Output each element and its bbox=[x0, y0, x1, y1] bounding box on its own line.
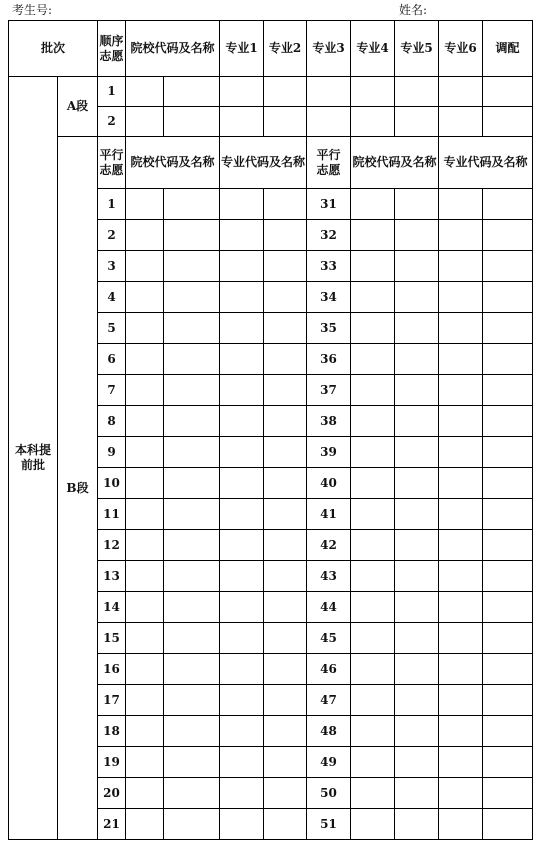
a-cell[interactable] bbox=[351, 107, 395, 137]
b-row-number-right: 48 bbox=[307, 716, 351, 747]
b-cell[interactable] bbox=[126, 406, 164, 437]
b-row-number-right: 36 bbox=[307, 344, 351, 375]
b-row-number: 5 bbox=[98, 313, 126, 344]
b-cell[interactable] bbox=[220, 654, 264, 685]
b-cell[interactable] bbox=[483, 189, 533, 220]
b-cell[interactable] bbox=[264, 530, 307, 561]
header-major2: 专业2 bbox=[264, 21, 307, 77]
b-cell[interactable] bbox=[351, 499, 395, 530]
b-cell[interactable] bbox=[264, 344, 307, 375]
b-row-number-right: 31 bbox=[307, 189, 351, 220]
b-cell[interactable] bbox=[220, 530, 264, 561]
b-cell[interactable] bbox=[264, 251, 307, 282]
b-cell[interactable] bbox=[439, 251, 483, 282]
b-cell[interactable] bbox=[439, 809, 483, 840]
b-cell[interactable] bbox=[164, 406, 220, 437]
b-cell[interactable] bbox=[351, 592, 395, 623]
a-cell[interactable] bbox=[307, 77, 351, 107]
b-cell[interactable] bbox=[395, 406, 439, 437]
b-row-number: 21 bbox=[98, 809, 126, 840]
b-cell[interactable] bbox=[126, 437, 164, 468]
b-cell[interactable] bbox=[126, 809, 164, 840]
b-cell[interactable] bbox=[164, 592, 220, 623]
header-adjust: 调配 bbox=[483, 21, 533, 77]
b-cell[interactable] bbox=[395, 592, 439, 623]
b-cell[interactable] bbox=[395, 313, 439, 344]
b-cell[interactable] bbox=[164, 220, 220, 251]
b-cell[interactable] bbox=[164, 282, 220, 313]
b-cell[interactable] bbox=[220, 623, 264, 654]
b-row-number: 16 bbox=[98, 654, 126, 685]
b-cell[interactable] bbox=[126, 375, 164, 406]
b-cell[interactable] bbox=[351, 685, 395, 716]
b-row-number-right: 39 bbox=[307, 437, 351, 468]
b-cell[interactable] bbox=[126, 685, 164, 716]
b-cell[interactable] bbox=[264, 685, 307, 716]
b-cell[interactable] bbox=[220, 344, 264, 375]
b-cell[interactable] bbox=[395, 809, 439, 840]
b-cell[interactable] bbox=[351, 530, 395, 561]
b-cell[interactable] bbox=[264, 282, 307, 313]
b-cell[interactable] bbox=[220, 747, 264, 778]
header-b-school: 院校代码及名称 bbox=[126, 137, 220, 189]
b-cell[interactable] bbox=[220, 561, 264, 592]
a-cell[interactable] bbox=[126, 107, 164, 137]
b-cell[interactable] bbox=[164, 313, 220, 344]
b-row-number: 6 bbox=[98, 344, 126, 375]
b-cell[interactable] bbox=[126, 282, 164, 313]
b-row-number-right: 34 bbox=[307, 282, 351, 313]
b-cell[interactable] bbox=[395, 623, 439, 654]
b-row-number-right: 41 bbox=[307, 499, 351, 530]
application-form-table bbox=[8, 20, 533, 840]
b-cell[interactable] bbox=[439, 530, 483, 561]
b-cell[interactable] bbox=[126, 499, 164, 530]
b-cell[interactable] bbox=[126, 654, 164, 685]
b-row-number: 14 bbox=[98, 592, 126, 623]
batch-name-cell: 本科提前批 bbox=[9, 77, 58, 840]
b-row-number: 10 bbox=[98, 468, 126, 499]
b-cell[interactable] bbox=[395, 282, 439, 313]
a-cell[interactable] bbox=[264, 107, 307, 137]
b-cell[interactable] bbox=[220, 189, 264, 220]
b-cell[interactable] bbox=[220, 406, 264, 437]
b-cell[interactable] bbox=[439, 468, 483, 499]
b-cell[interactable] bbox=[264, 375, 307, 406]
b-cell[interactable] bbox=[351, 313, 395, 344]
header-school: 院校代码及名称 bbox=[126, 21, 220, 77]
b-cell[interactable] bbox=[126, 530, 164, 561]
b-cell[interactable] bbox=[395, 778, 439, 809]
b-row-number: 19 bbox=[98, 747, 126, 778]
b-cell[interactable] bbox=[264, 809, 307, 840]
b-cell[interactable] bbox=[264, 561, 307, 592]
b-cell[interactable] bbox=[164, 809, 220, 840]
b-row-number-right: 50 bbox=[307, 778, 351, 809]
header-major5: 专业5 bbox=[395, 21, 439, 77]
header-major6: 专业6 bbox=[439, 21, 483, 77]
b-cell[interactable] bbox=[351, 220, 395, 251]
b-cell[interactable] bbox=[164, 375, 220, 406]
b-cell[interactable] bbox=[164, 468, 220, 499]
b-cell[interactable] bbox=[483, 251, 533, 282]
b-cell[interactable] bbox=[483, 623, 533, 654]
b-cell[interactable] bbox=[439, 592, 483, 623]
b-cell[interactable] bbox=[439, 685, 483, 716]
b-cell[interactable] bbox=[395, 189, 439, 220]
b-cell[interactable] bbox=[126, 344, 164, 375]
b-cell[interactable] bbox=[220, 468, 264, 499]
b-cell[interactable] bbox=[483, 716, 533, 747]
b-cell[interactable] bbox=[439, 282, 483, 313]
b-cell[interactable] bbox=[351, 189, 395, 220]
b-row-number: 13 bbox=[98, 561, 126, 592]
b-cell[interactable] bbox=[483, 468, 533, 499]
b-cell[interactable] bbox=[351, 809, 395, 840]
b-cell[interactable] bbox=[351, 437, 395, 468]
b-cell[interactable] bbox=[439, 561, 483, 592]
b-cell[interactable] bbox=[483, 778, 533, 809]
b-cell[interactable] bbox=[264, 313, 307, 344]
b-row-number: 15 bbox=[98, 623, 126, 654]
b-cell[interactable] bbox=[395, 654, 439, 685]
b-cell[interactable] bbox=[264, 189, 307, 220]
header-major1: 专业1 bbox=[220, 21, 264, 77]
a-cell[interactable] bbox=[126, 77, 164, 107]
b-cell[interactable] bbox=[220, 313, 264, 344]
b-cell[interactable] bbox=[126, 220, 164, 251]
b-cell[interactable] bbox=[439, 344, 483, 375]
b-cell[interactable] bbox=[164, 654, 220, 685]
b-cell[interactable] bbox=[483, 313, 533, 344]
a-row-number: 1 bbox=[98, 77, 126, 107]
b-cell[interactable] bbox=[220, 778, 264, 809]
b-cell[interactable] bbox=[126, 747, 164, 778]
b-cell[interactable] bbox=[439, 499, 483, 530]
b-cell[interactable] bbox=[395, 716, 439, 747]
b-cell[interactable] bbox=[220, 716, 264, 747]
b-cell[interactable] bbox=[351, 623, 395, 654]
b-row-number: 8 bbox=[98, 406, 126, 437]
b-cell[interactable] bbox=[439, 654, 483, 685]
b-cell[interactable] bbox=[264, 778, 307, 809]
b-row-number-right: 46 bbox=[307, 654, 351, 685]
b-cell[interactable] bbox=[483, 809, 533, 840]
b-row-number-right: 44 bbox=[307, 592, 351, 623]
b-cell[interactable] bbox=[483, 499, 533, 530]
b-row-number: 18 bbox=[98, 716, 126, 747]
b-cell[interactable] bbox=[126, 251, 164, 282]
b-cell[interactable] bbox=[264, 437, 307, 468]
b-cell[interactable] bbox=[220, 809, 264, 840]
b-row-number-right: 51 bbox=[307, 809, 351, 840]
b-cell[interactable] bbox=[439, 220, 483, 251]
b-cell[interactable] bbox=[220, 499, 264, 530]
b-cell[interactable] bbox=[439, 189, 483, 220]
b-cell[interactable] bbox=[395, 685, 439, 716]
a-cell[interactable] bbox=[395, 107, 439, 137]
b-cell[interactable] bbox=[439, 406, 483, 437]
b-cell[interactable] bbox=[483, 592, 533, 623]
header-major4: 专业4 bbox=[351, 21, 395, 77]
a-cell[interactable] bbox=[307, 107, 351, 137]
b-cell[interactable] bbox=[439, 778, 483, 809]
b-cell[interactable] bbox=[439, 716, 483, 747]
b-cell[interactable] bbox=[126, 189, 164, 220]
b-cell[interactable] bbox=[483, 685, 533, 716]
b-cell[interactable] bbox=[351, 406, 395, 437]
a-cell[interactable] bbox=[439, 77, 483, 107]
b-cell[interactable] bbox=[164, 778, 220, 809]
segment-a-cell: A段 bbox=[58, 77, 98, 137]
a-cell[interactable] bbox=[483, 77, 533, 107]
b-cell[interactable] bbox=[439, 747, 483, 778]
b-cell[interactable] bbox=[483, 561, 533, 592]
b-row-number-right: 40 bbox=[307, 468, 351, 499]
b-row-number-right: 49 bbox=[307, 747, 351, 778]
b-cell[interactable] bbox=[395, 468, 439, 499]
b-cell[interactable] bbox=[220, 437, 264, 468]
b-row-number-right: 35 bbox=[307, 313, 351, 344]
b-cell[interactable] bbox=[483, 282, 533, 313]
a-cell[interactable] bbox=[164, 107, 220, 137]
b-cell[interactable] bbox=[483, 747, 533, 778]
b-cell[interactable] bbox=[351, 251, 395, 282]
b-cell[interactable] bbox=[395, 437, 439, 468]
b-cell[interactable] bbox=[351, 468, 395, 499]
b-cell[interactable] bbox=[395, 561, 439, 592]
b-cell[interactable] bbox=[264, 654, 307, 685]
b-cell[interactable] bbox=[220, 592, 264, 623]
b-row-number-right: 33 bbox=[307, 251, 351, 282]
b-cell[interactable] bbox=[126, 623, 164, 654]
b-cell[interactable] bbox=[126, 561, 164, 592]
b-cell[interactable] bbox=[395, 344, 439, 375]
b-row-number: 1 bbox=[98, 189, 126, 220]
b-cell[interactable] bbox=[483, 344, 533, 375]
b-row-number: 20 bbox=[98, 778, 126, 809]
a-cell[interactable] bbox=[220, 107, 264, 137]
b-cell[interactable] bbox=[220, 251, 264, 282]
b-row-number-right: 37 bbox=[307, 375, 351, 406]
header-batch: 批次 bbox=[9, 21, 98, 77]
b-cell[interactable] bbox=[439, 375, 483, 406]
table-header-row bbox=[9, 21, 533, 77]
a-cell[interactable] bbox=[439, 107, 483, 137]
b-cell[interactable] bbox=[351, 375, 395, 406]
b-cell[interactable] bbox=[164, 685, 220, 716]
b-cell[interactable] bbox=[164, 561, 220, 592]
b-row-number-right: 43 bbox=[307, 561, 351, 592]
b-cell[interactable] bbox=[126, 592, 164, 623]
b-cell[interactable] bbox=[351, 747, 395, 778]
b-cell[interactable] bbox=[395, 251, 439, 282]
b-cell[interactable] bbox=[264, 623, 307, 654]
b-row-number: 12 bbox=[98, 530, 126, 561]
b-cell[interactable] bbox=[264, 592, 307, 623]
b-row-number-right: 45 bbox=[307, 623, 351, 654]
b-row-number-right: 32 bbox=[307, 220, 351, 251]
b-cell[interactable] bbox=[483, 654, 533, 685]
b-cell[interactable] bbox=[483, 530, 533, 561]
b-cell[interactable] bbox=[164, 623, 220, 654]
b-row-number: 4 bbox=[98, 282, 126, 313]
b-cell[interactable] bbox=[395, 530, 439, 561]
b-cell[interactable] bbox=[164, 251, 220, 282]
b-cell[interactable] bbox=[264, 716, 307, 747]
b-cell[interactable] bbox=[351, 654, 395, 685]
b-cell[interactable] bbox=[126, 468, 164, 499]
header-b-major: 专业代码及名称 bbox=[220, 137, 307, 189]
a-cell[interactable] bbox=[395, 77, 439, 107]
b-row-number: 11 bbox=[98, 499, 126, 530]
a-cell[interactable] bbox=[483, 107, 533, 137]
b-cell[interactable] bbox=[264, 747, 307, 778]
b-cell[interactable] bbox=[126, 313, 164, 344]
b-cell[interactable] bbox=[439, 623, 483, 654]
b-header-row bbox=[9, 137, 533, 189]
b-cell[interactable] bbox=[483, 437, 533, 468]
segment-b-cell: B段 bbox=[58, 137, 98, 840]
b-cell[interactable] bbox=[126, 716, 164, 747]
b-cell[interactable] bbox=[164, 499, 220, 530]
b-cell[interactable] bbox=[351, 282, 395, 313]
a-cell[interactable] bbox=[264, 77, 307, 107]
b-cell[interactable] bbox=[395, 375, 439, 406]
b-row-number-right: 38 bbox=[307, 406, 351, 437]
b-cell[interactable] bbox=[395, 220, 439, 251]
b-cell[interactable] bbox=[164, 437, 220, 468]
a-cell[interactable] bbox=[351, 77, 395, 107]
b-row-number-right: 42 bbox=[307, 530, 351, 561]
b-cell[interactable] bbox=[220, 375, 264, 406]
b-cell[interactable] bbox=[264, 406, 307, 437]
b-cell[interactable] bbox=[483, 220, 533, 251]
b-cell[interactable] bbox=[220, 685, 264, 716]
a-row-number: 2 bbox=[98, 107, 126, 137]
b-cell[interactable] bbox=[395, 499, 439, 530]
b-row-number: 7 bbox=[98, 375, 126, 406]
b-row-number: 3 bbox=[98, 251, 126, 282]
header-b-school-2: 院校代码及名称 bbox=[351, 137, 439, 189]
header-major3: 专业3 bbox=[307, 21, 351, 77]
header-parallel-wish-2: 平行志愿 bbox=[307, 137, 351, 189]
b-cell[interactable] bbox=[351, 344, 395, 375]
name-label: 姓名: bbox=[399, 3, 428, 17]
exam-number-label: 考生号: bbox=[12, 3, 53, 17]
b-cell[interactable] bbox=[264, 220, 307, 251]
b-cell[interactable] bbox=[351, 716, 395, 747]
b-cell[interactable] bbox=[164, 747, 220, 778]
b-cell[interactable] bbox=[264, 499, 307, 530]
b-cell[interactable] bbox=[126, 778, 164, 809]
header-parallel-wish: 平行志愿 bbox=[98, 137, 126, 189]
b-row-number-right: 47 bbox=[307, 685, 351, 716]
a-cell[interactable] bbox=[164, 77, 220, 107]
a-cell[interactable] bbox=[220, 77, 264, 107]
b-cell[interactable] bbox=[164, 189, 220, 220]
a-row-1 bbox=[9, 77, 533, 107]
b-cell[interactable] bbox=[220, 220, 264, 251]
b-cell[interactable] bbox=[164, 530, 220, 561]
b-cell[interactable] bbox=[439, 313, 483, 344]
b-row-number: 9 bbox=[98, 437, 126, 468]
b-cell[interactable] bbox=[439, 437, 483, 468]
b-cell[interactable] bbox=[164, 344, 220, 375]
header-order-wish: 顺序志愿 bbox=[98, 21, 126, 77]
b-cell[interactable] bbox=[264, 468, 307, 499]
b-cell[interactable] bbox=[351, 561, 395, 592]
b-cell[interactable] bbox=[164, 716, 220, 747]
b-row-number: 2 bbox=[98, 220, 126, 251]
b-cell[interactable] bbox=[220, 282, 264, 313]
header-b-major-2: 专业代码及名称 bbox=[439, 137, 533, 189]
b-cell[interactable] bbox=[483, 375, 533, 406]
b-row-number: 17 bbox=[98, 685, 126, 716]
b-cell[interactable] bbox=[351, 778, 395, 809]
b-cell[interactable] bbox=[395, 747, 439, 778]
b-cell[interactable] bbox=[483, 406, 533, 437]
